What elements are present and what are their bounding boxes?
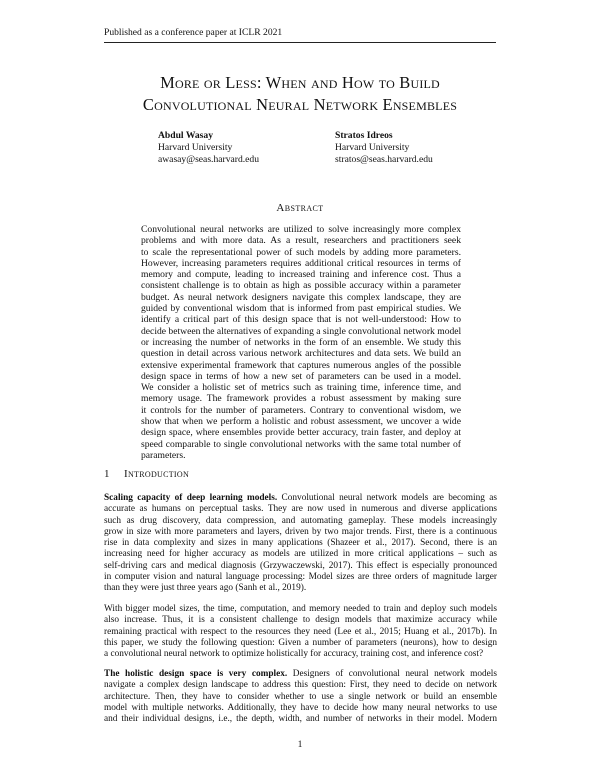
paragraph-text: Designers of convolutional neural network models: [287, 669, 497, 679]
author-1: [158, 130, 259, 166]
author-affiliation: Harvard University: [158, 142, 233, 153]
text-line: budget. As neural network designers navigate this complex landscape, they are: [141, 291, 461, 303]
paragraph-lines: [104, 680, 497, 725]
text-line: and their individual designs, i.e., the depth, width, and number of networks in their model. Modern: [104, 714, 497, 725]
paragraph-lead: The holistic design space is very complex.: [104, 669, 288, 679]
text-line: We consider a holistic set of metrics such as training time, inference time, and: [141, 382, 461, 394]
text-line: grow in size with more parameters and layers, driven by two major trends. First, there is a continuous: [104, 526, 497, 537]
author-affiliation: Harvard University: [335, 142, 410, 153]
text-line: remaining practical with respect to the resources they need (Lee et al., 2015; Huang et al., 2017b). In: [104, 626, 497, 637]
text-line: design space, where ensembles provide better accuracy, train faster, and deploy at: [141, 427, 461, 439]
author-email: awasay@seas.harvard.edu: [158, 154, 259, 165]
paragraph-scaling-capacity: [104, 493, 497, 595]
page-number: 1: [297, 739, 303, 750]
text-line: extensive experimental framework that captures numerous angles of the possible: [141, 359, 461, 371]
paper-title: [0, 72, 600, 116]
text-line: question in detail across various network architectures and data sets. We build an: [141, 348, 461, 360]
text-line: With bigger model sizes, the time, computation, and memory needed to train and deploy such models: [104, 604, 497, 614]
text-line: guided by conventional wisdom that is informed from past empirical studies. We: [141, 303, 461, 315]
abstract-heading: Abstract: [276, 202, 324, 214]
text-line: architecture. Then, they have to consider whether to use a single network or build an ensemble: [104, 691, 497, 702]
author-name: Abdul Wasay: [158, 130, 214, 141]
section-title: Introduction: [124, 468, 190, 480]
text-line: such as drug discovery, data compression, and automating gameplay. These models increasingly: [104, 515, 497, 526]
text-line: decide between the alternatives of expanding a single convolutional network model: [141, 325, 462, 337]
text-line: However, increasing parameters requires additional critical resources in terms of: [141, 257, 461, 269]
text-line: problems and with more data. As a result, researchers and practitioners seek: [141, 235, 461, 247]
text-line: self-driving cars and medical diagnosis (Grzywaczewski, 2017). This effect is especially pronounced: [104, 560, 497, 571]
text-line: memory usage. The framework provides a robust assessment by making sure: [141, 393, 461, 405]
paragraph-lead: Scaling capacity of deep learning models.: [104, 493, 278, 503]
text-line: it controls for the number of parameters. Contrary to conventional wisdom, we: [141, 404, 461, 416]
text-line: speed comparable to single convolutional networks with the same total number of: [141, 438, 461, 450]
text-line: increasing need for higher accuracy as models are utilized in more critical applications – such as: [104, 549, 497, 560]
paragraph-text: Convolutional neural network models are becoming as: [277, 493, 497, 503]
title-line-1: More or Less: When and How to Build: [160, 73, 440, 92]
section-heading-introduction: [104, 468, 189, 480]
text-line: Convolutional neural networks are utilized to solve increasingly more complex: [141, 224, 461, 235]
title-line-2: Convolutional Neural Network Ensembles: [142, 95, 458, 114]
header-rule: [104, 42, 496, 43]
text-line: than they were just three years ago (Sanh et al., 2019).: [104, 583, 307, 594]
paragraph-line: [104, 493, 497, 504]
text-line: a convolutional neural network to optimize holistically for accuracy, training cost, and inference cost?: [104, 649, 484, 660]
text-line: navigate a complex design landscape to address this question: First, they need to decide on network: [104, 680, 497, 691]
text-line: memory and compute, leading to increased training and inference cost. Thus a: [141, 269, 461, 281]
text-line: show that when we perform a holistic and robust assessment, we uncover a wide: [141, 416, 461, 428]
paragraph-model-sizes: [104, 604, 497, 660]
text-line: parameters.: [141, 449, 186, 461]
abstract-body: [141, 224, 461, 461]
paragraph-line: [104, 669, 497, 680]
text-line: identify a critical part of this design space that is not well-understood: How to: [141, 314, 461, 326]
text-line: rise in data complexity and sizes in many applications (Shazeer et al., 2017). Second, there is an: [104, 538, 497, 549]
section-number: 1: [104, 468, 110, 480]
running-head: Published as a conference paper at ICLR 2021: [104, 27, 283, 38]
text-line: also increase. Thus, it is a consistent challenge to design models that maximize accuracy while: [104, 615, 497, 626]
text-line: model with multiple networks. Additionally, they have to decide how many neural networks to use: [104, 702, 497, 713]
text-line: to scale the representational power of such models by adding more parameters.: [141, 246, 461, 258]
paragraph-lines: [104, 504, 497, 594]
author-2: [335, 130, 433, 166]
text-line: in computer vision and natural language processing: Model sizes are three orders of magnitude larger: [104, 572, 497, 583]
paragraph-design-space: [104, 669, 497, 725]
author-email: stratos@seas.harvard.edu: [335, 154, 433, 165]
text-line: this paper, we study the following question: Given a number of parameters (neurons), how to design: [104, 637, 497, 648]
text-line: design space in terms of how a new set of parameters can be used in a model.: [141, 370, 461, 382]
text-line: consistent challenge is to obtain as high as possible accuracy within a parameter: [141, 280, 461, 292]
text-line: or increasing the number of networks in the form of an ensemble. We study this: [141, 336, 461, 348]
author-name: Stratos Idreos: [335, 130, 393, 141]
text-line: accurate as humans on perceptual tasks. They are now used in numerous and diverse applications: [104, 504, 497, 515]
